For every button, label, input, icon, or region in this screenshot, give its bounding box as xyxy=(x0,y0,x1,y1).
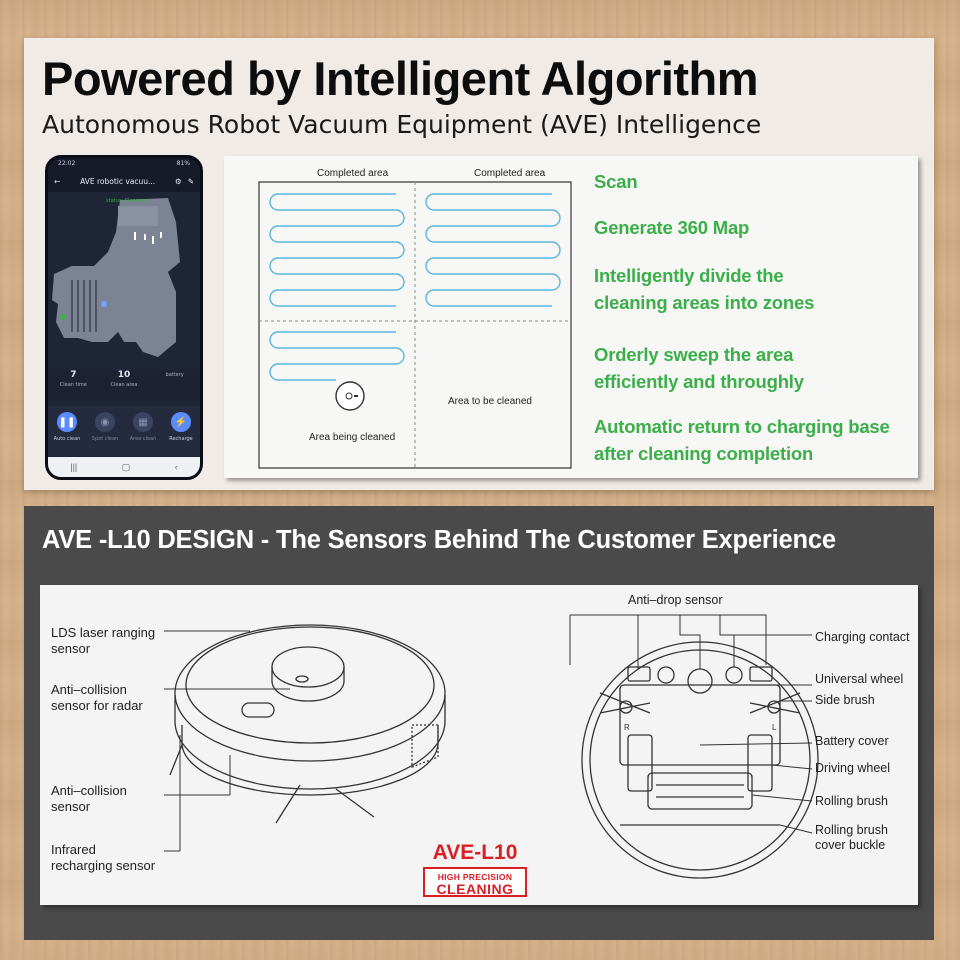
mode-spot-clean[interactable]: ◉ Spot clean xyxy=(86,412,124,456)
label-driving-wheel: Driving wheel xyxy=(815,761,891,775)
mode-area-clean[interactable]: ▦ Area clean xyxy=(124,412,162,456)
stat-battery: battery xyxy=(165,372,184,378)
step-return-charging: Automatic return to charging base after cleaning completion xyxy=(594,416,890,464)
phone-stats-row xyxy=(48,370,200,400)
label-anti-collision-radar: Anti–collision sensor for radar xyxy=(51,682,143,713)
label-rolling-brush-buckle: Rolling brush cover buckle xyxy=(815,823,888,852)
robot-bottom-view xyxy=(582,642,818,878)
cleaning-path-right xyxy=(426,194,560,306)
label-anti-collision: Anti–collision sensor xyxy=(51,783,127,814)
phone-status-bar xyxy=(48,158,200,170)
zone-label-to-be-cleaned: Area to be cleaned xyxy=(448,396,532,407)
design-title: AVE -L10 DESIGN - The Sensors Behind The Customer Experience xyxy=(42,526,836,554)
cleaning-path-left xyxy=(270,194,404,306)
zone-label-completed-right: Completed area xyxy=(474,168,546,179)
location-pin-icon: ◉ xyxy=(95,412,115,432)
label-anti-drop: Anti–drop sensor xyxy=(628,593,723,607)
brand-badge xyxy=(421,841,529,899)
pause-icon: ❚❚ xyxy=(57,412,77,432)
status-battery: 81% xyxy=(176,160,190,167)
status-time: 22:02 xyxy=(58,160,76,167)
grid-icon: ▦ xyxy=(133,412,153,432)
label-side-brush: Side brush xyxy=(815,693,875,707)
brand-tag-line1: HIGH PRECISION xyxy=(437,872,513,882)
page-title: Powered by Intelligent Algorithm xyxy=(42,52,759,105)
wheel-letter-right: R xyxy=(624,723,630,732)
cleaning-path-current xyxy=(270,332,404,380)
step-scan: Scan xyxy=(594,171,638,192)
label-universal-wheel: Universal wheel xyxy=(815,672,904,686)
home-icon[interactable]: ▢ xyxy=(121,461,131,472)
back-icon[interactable]: ‹ xyxy=(174,462,178,472)
page-subtitle: Autonomous Robot Vacuum Equipment (AVE) Intelligence xyxy=(42,110,762,139)
robot-vacuum-icon xyxy=(336,382,364,410)
brand-tag-line2: CLEANING xyxy=(436,881,514,897)
map-drawing xyxy=(48,192,200,367)
brand-tag-box xyxy=(423,867,527,897)
zone-label-completed-left: Completed area xyxy=(317,168,389,179)
step-generate-map: Generate 360 Map xyxy=(594,217,750,238)
app-titlebar xyxy=(48,172,200,190)
stat-clean-area: 10 Clean area xyxy=(110,370,138,388)
recent-apps-icon[interactable]: ||| xyxy=(70,462,78,472)
label-rolling-brush: Rolling brush xyxy=(815,794,888,808)
zone-label-being-cleaned: Area being cleaned xyxy=(309,432,396,443)
phone-mode-bar xyxy=(48,406,200,456)
app-title: AVE robotic vacuu... xyxy=(80,176,156,186)
phone-nav-bar xyxy=(48,457,200,477)
settings-gear-icon[interactable]: ⚙ xyxy=(174,176,182,186)
label-battery-cover: Battery cover xyxy=(815,734,889,748)
wheel-letter-left: L xyxy=(772,723,777,732)
back-arrow-icon[interactable]: ← xyxy=(54,176,61,186)
edit-pencil-icon[interactable]: ✎ xyxy=(187,176,194,186)
stat-clean-time: 7 Clean time xyxy=(59,370,87,388)
lightning-icon: ⚡ xyxy=(171,412,191,432)
label-lds-laser: LDS laser ranging sensor xyxy=(51,625,156,656)
step-orderly-sweep: Orderly sweep the area efficiently and throughly xyxy=(594,344,804,392)
step-divide-zones: Intelligently divide the cleaning areas into zones xyxy=(594,265,815,313)
phone-mockup xyxy=(45,155,203,480)
mode-auto-clean[interactable]: ❚❚ Auto clean xyxy=(48,412,86,456)
mode-recharge[interactable]: ⚡ Recharge xyxy=(162,412,200,456)
map-status: status: Cleaning xyxy=(106,198,147,204)
left-callout-lines xyxy=(164,631,290,851)
label-infrared-recharging: Infrared recharging sensor xyxy=(51,842,156,873)
robot-top-view xyxy=(170,625,445,823)
brand-name: AVE-L10 xyxy=(432,841,518,864)
label-charging-contact: Charging contact xyxy=(815,630,910,644)
